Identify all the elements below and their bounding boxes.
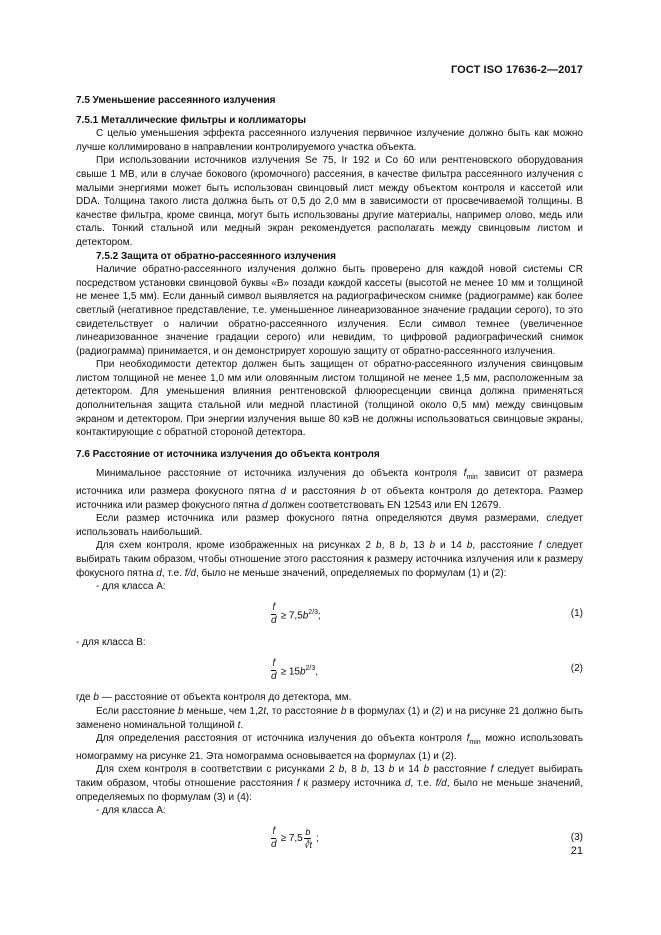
formula-number: (3): [570, 831, 583, 843]
paragraph: Если расстояние b меньше, чем 1,2t, то расстояние b в формулах (1) и (2) и на рисунке 21 должно быть заменено номинальной толщиной t.: [76, 705, 583, 731]
formula-1: $\frac{f}{d}$ ≥ $7,5b^{2/3}$; (1): [271, 602, 583, 627]
paragraph: Для схем контроля, кроме изображенных на рисунках 2 b, 8 b, 13 b и 14 b, расстояние f следует выбирать таким образом, чтобы отношение этого расстояния к размеру источника излучения или к размеру фокусного пятна d, т.е. f/d, было не меньше значений, определяемых по формулам (1) и (2):: [76, 540, 583, 579]
paragraph: Если размер источника или размер фокусного пятна определяются двумя размерами, следует использовать наибольший.: [76, 513, 583, 538]
formula-number: (1): [570, 607, 583, 619]
page-number: 21: [570, 845, 583, 857]
paragraph: При использовании источников излучения Se 75, Ir 192 и Co 60 или рентгеновского оборудования свыше 1 МВ, или в случае бокового (кромочного) рассеяния, в качестве фильтра рассеянного излучения с малыми энергиями может быть использован свинцовый лист между объектом контроля и кассетой или DDA. Толщина такого листа должна быть от 0,5 до 2,0 мм в зависимости от просвечиваемой толщины. В качестве фильтра, кроме свинца, могут быть использованы другие материалы, например олово, медь или сталь. Тонкий стальной или медный экран рекомендуется располагать между свинцовым листом и детектором.: [76, 155, 583, 248]
paragraph: Для определения расстояния от источника излучения до объекта контроля $f_{min}$ можно использовать номограмму на рисунке 21. Эта номограмма основывается на формулах (1) и (2).: [76, 733, 583, 762]
formula-3: $\frac{f}{d}$ ≥ 7,5 $\frac{b}{∛t}$ ; (3): [271, 826, 583, 851]
formula-number: (2): [570, 663, 583, 675]
section-7-5-1-title: 7.5.1 Металлические фильтры и коллиматоры: [76, 114, 307, 126]
document-id: ГОСТ ISO 17636-2—2017: [450, 64, 583, 76]
paragraph: При необходимости детектор должен быть защищен от обратно-рассеянного излучения свинцовым листом толщиной не менее 1,0 мм или оловянным листом толщиной не менее 1,5 мм, расположенным за детектором. Для уменьшения влияния рентгеновской флюоресценции свинца должна применяться дополнительная защита стальной или медной пластиной (толщиной около 0,5 мм) между свинцовым экраном и детектором. При энергии излучения выше 80 кэВ не должны использоваться свинцовые экраны, контактирующие с обратной стороной детектора.: [76, 359, 583, 439]
class-a-label: - для класса А:: [96, 805, 166, 817]
paragraph: Наличие обратно-рассеянного излучения должно быть проверено для каждой новой системы CR посредством установки свинцовой буквы «В» позади каждой кассеты (высотой не менее 10 мм и толщиной не менее 1,5 мм). Если данный символ выявляется на радиографическом снимке (радиограмме) как более светлый (негативное представление, т.е. уменьшенное линеаризованное значение градации серого), то это свидетельствует о наличии обратно-рассеянного излучения. Если символ темнее (увеличенное линеаризованное значение градации серого) или невидим, то цифровой радиографический снимок (радиограмма) принимается, и он демонстрирует хорошую защиту от обратно-рассеянного излучения.: [76, 264, 583, 357]
formula-2: $\frac{f}{d}$ ≥ $15b^{2/3}$, (2): [271, 657, 583, 682]
paragraph: Минимальное расстояние от источника излучения до объекта контроля $f_{min}$ зависит от размера источника или размера фокусного пятна d и расстояния b от объекта контроля до детектора. Размер источника или размер фокусного пятна d должен соответствовать EN 12543 или EN 12679.: [76, 468, 583, 511]
class-b-label: - для класса В:: [76, 636, 146, 648]
paragraph: где b — расстояние от объекта контроля до детектора, мм.: [76, 692, 352, 704]
paragraph: Для схем контроля в соответствии с рисунками 2 b, 8 b, 13 b и 14 b расстояние f следует выбирать таким образом, чтобы отношение расстояния f к размеру источника d, т.е. f/d, было не меньше значений, определяемых по формулам (3) и (4):: [76, 764, 583, 803]
section-7-5-title: 7.5 Уменьшение рассеянного излучения: [76, 95, 276, 106]
paragraph: С целью уменьшения эффекта рассеянного излучения первичное излучение должно быть как можно лучше коллимировано в направлении контролируемого участка объекта.: [76, 128, 583, 153]
page-content: [76, 94, 583, 860]
section-7-5-2-title: 7.5.2 Защита от обратно-рассеянного излучения: [96, 250, 336, 262]
section-7-6-title: 7.6 Расстояние от источника излучения до объекта контроля: [76, 448, 380, 460]
class-a-label: - для класса А:: [96, 581, 166, 593]
